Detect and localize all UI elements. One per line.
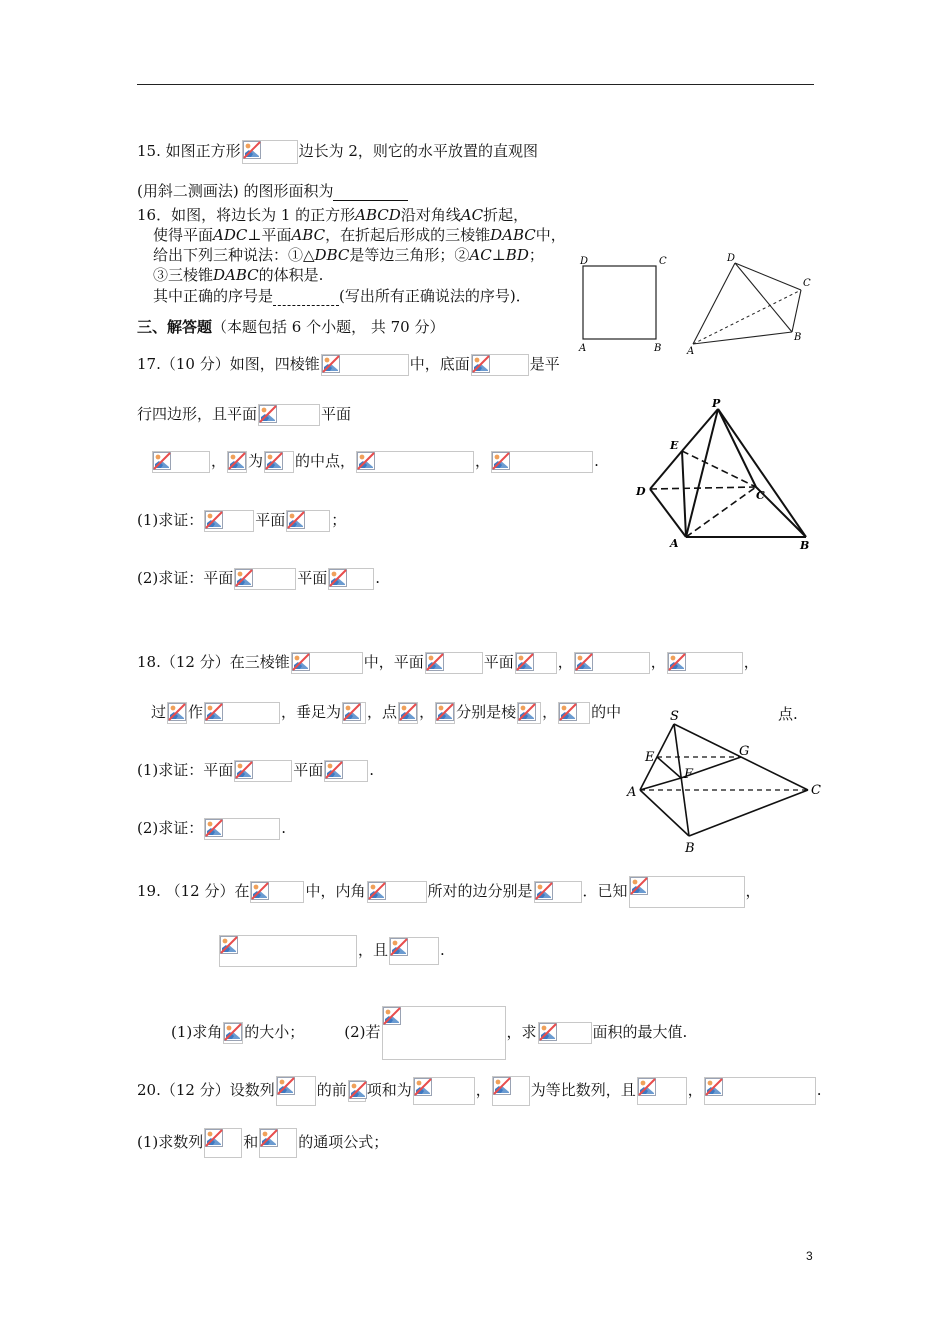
broken-image-icon (220, 936, 238, 954)
formula-image (223, 1022, 243, 1044)
label-g: G (739, 744, 750, 759)
label-s: S (670, 709, 679, 724)
broken-image-icon (235, 569, 253, 587)
q20-part1: (1)求数列 和 的通项公式； (137, 1128, 388, 1158)
label-b: B (794, 332, 802, 343)
formula-image (324, 760, 368, 782)
q15-line2: (用斜二测画法) 的图形面积为 (137, 181, 408, 201)
formula-image (227, 451, 247, 473)
q17-line2: 行四边形，且平面 平面 (137, 404, 351, 426)
broken-image-icon (399, 703, 417, 721)
formula-image (515, 652, 557, 674)
broken-image-icon (436, 703, 454, 721)
q16-line2: 使得平面ADC⊥平面ABC，在折起后形成的三棱锥DABC中， (153, 226, 566, 244)
section3-heading: 三、解答题（本题包括 6 个小题， 共 70 分） (137, 318, 445, 336)
formula-image (219, 935, 357, 967)
formula-image (517, 702, 541, 724)
broken-image-icon (357, 452, 375, 470)
formula-image (534, 881, 582, 903)
broken-image-icon (539, 1023, 557, 1041)
broken-image-icon (243, 141, 261, 159)
formula-image (204, 1128, 242, 1158)
broken-image-icon (153, 452, 171, 470)
formula-image (435, 702, 455, 724)
broken-image-icon (492, 452, 510, 470)
label-c: C (811, 783, 821, 798)
formula-image (667, 652, 743, 674)
label-d: D (727, 253, 736, 264)
broken-image-icon (228, 452, 246, 470)
formula-image (425, 652, 483, 674)
broken-image-icon (325, 761, 343, 779)
formula-image (291, 652, 363, 674)
formula-image (348, 1080, 366, 1102)
broken-image-icon (287, 511, 305, 529)
broken-image-icon (493, 1077, 511, 1095)
formula-image (704, 1077, 816, 1105)
label-d: D (636, 485, 646, 498)
broken-image-icon (205, 703, 223, 721)
formula-image (398, 702, 418, 724)
formula-image (204, 702, 280, 724)
formula-image (471, 354, 529, 376)
broken-image-icon (414, 1078, 432, 1096)
label-d: D (580, 256, 589, 267)
label-b: B (685, 841, 695, 856)
broken-image-icon (205, 819, 223, 837)
q17-part2: (2)求证：平面 平面 . (137, 568, 380, 590)
broken-image-icon (472, 355, 490, 373)
broken-image-icon (630, 877, 648, 895)
formula-image (382, 1006, 506, 1060)
formula-image (389, 937, 439, 965)
q18-part1: (1)求证：平面 平面 . (137, 760, 374, 782)
formula-image (491, 451, 593, 473)
formula-image (276, 1076, 316, 1106)
label-b: B (800, 539, 810, 552)
broken-image-icon (705, 1078, 723, 1096)
label-a: A (670, 537, 679, 550)
broken-image-icon (535, 882, 553, 900)
q18-line1: 18.（12 分）在三棱锥 中，平面 平面 ， ， ， (137, 652, 759, 674)
broken-image-icon (168, 703, 186, 721)
broken-image-icon (390, 938, 408, 956)
answer-blank (333, 200, 408, 201)
broken-image-icon (575, 653, 593, 671)
label-e: E (645, 750, 655, 765)
formula-image (234, 760, 292, 782)
broken-image-icon (259, 405, 277, 423)
label-b: B (654, 343, 662, 354)
formula-image (492, 1076, 530, 1106)
broken-image-icon (368, 882, 386, 900)
formula-image (637, 1077, 687, 1105)
q15-line1: 15. 如图正方形 边长为 2，则它的水平放置的直观图 (137, 140, 538, 164)
q17-line3: ， 为 的中点， ， . (151, 451, 599, 473)
formula-image (558, 702, 590, 724)
formula-image (258, 404, 320, 426)
label-f: F (684, 767, 694, 782)
broken-image-icon (260, 1129, 278, 1147)
answer-blank (273, 305, 339, 306)
formula-image (574, 652, 650, 674)
label-a: A (687, 346, 695, 357)
broken-image-icon (349, 1081, 367, 1099)
q16-line1: 16．如图，将边长为 1 的正方形ABCD沿对角线AC折起， (137, 206, 529, 224)
broken-image-icon (205, 1129, 223, 1147)
q16-line5: 其中正确的序号是 (写出所有正确说法的序号)． (153, 287, 531, 305)
formula-image (286, 510, 330, 532)
label-c: C (659, 256, 667, 267)
figure-q18 (624, 706, 830, 856)
broken-image-icon (516, 653, 534, 671)
q19-line2: ，且 . (218, 935, 445, 967)
label-p: P (712, 397, 721, 410)
label-c: C (756, 489, 765, 502)
broken-image-icon (224, 1023, 242, 1041)
q19-parts: (1)求角 的大小； (2)若 ，求 面积的最大值. (171, 1006, 687, 1060)
broken-image-icon (251, 882, 269, 900)
broken-image-icon (235, 761, 253, 779)
formula-image (264, 451, 294, 473)
broken-image-icon (518, 703, 536, 721)
header-rule (137, 84, 814, 85)
q17-part1: (1)求证： 平面 ； (137, 510, 346, 532)
q18-line2: 过 作 ，垂足为 ，点 ， 分别是棱 ， 的中 (151, 702, 621, 724)
label-a: A (579, 343, 587, 354)
label-a: A (627, 785, 637, 800)
q19-line1: 19. （12 分）在 中，内角 所对的边分别是 ．已知 ， (137, 876, 761, 908)
formula-image (342, 702, 366, 724)
broken-image-icon (277, 1077, 295, 1095)
q17-line1: 17.（10 分）如图，四棱锥 中，底面 是平 (137, 354, 560, 376)
broken-image-icon (426, 653, 444, 671)
label-c: C (803, 278, 811, 289)
broken-image-icon (668, 653, 686, 671)
formula-image (629, 876, 745, 908)
broken-image-icon (322, 355, 340, 373)
q18-line2-end: 点. (778, 705, 798, 723)
formula-image (204, 510, 254, 532)
q20-line1: 20.（12 分）设数列 的前 项和为 ， 为等比数列，且 ， . (137, 1076, 822, 1106)
q18-part2: (2)求证： . (137, 818, 286, 840)
broken-image-icon (559, 703, 577, 721)
formula-image (259, 1128, 297, 1158)
formula-image (167, 702, 187, 724)
q16-line4: ③三棱锥DABC的体积是. (153, 266, 324, 284)
broken-image-icon (292, 653, 310, 671)
broken-image-icon (383, 1007, 401, 1025)
broken-image-icon (638, 1078, 656, 1096)
figure-q16 (575, 250, 820, 360)
formula-image (413, 1077, 475, 1105)
formula-image (321, 354, 409, 376)
formula-image (234, 568, 296, 590)
formula-image (356, 451, 474, 473)
broken-image-icon (265, 452, 283, 470)
formula-image (204, 818, 280, 840)
formula-image (538, 1022, 592, 1044)
broken-image-icon (329, 569, 347, 587)
q16-line3: 给出下列三种说法：①△DBC是等边三角形；②AC⊥BD； (153, 246, 544, 264)
formula-image (152, 451, 210, 473)
square-abcd (583, 266, 656, 339)
formula-image (367, 881, 427, 903)
broken-image-icon (205, 511, 223, 529)
formula-image (250, 881, 304, 903)
broken-image-icon (343, 703, 361, 721)
label-e: E (670, 439, 679, 452)
formula-image (242, 140, 298, 164)
formula-image (328, 568, 374, 590)
figure-q17 (630, 395, 820, 555)
page-number: 3 (806, 1249, 813, 1263)
